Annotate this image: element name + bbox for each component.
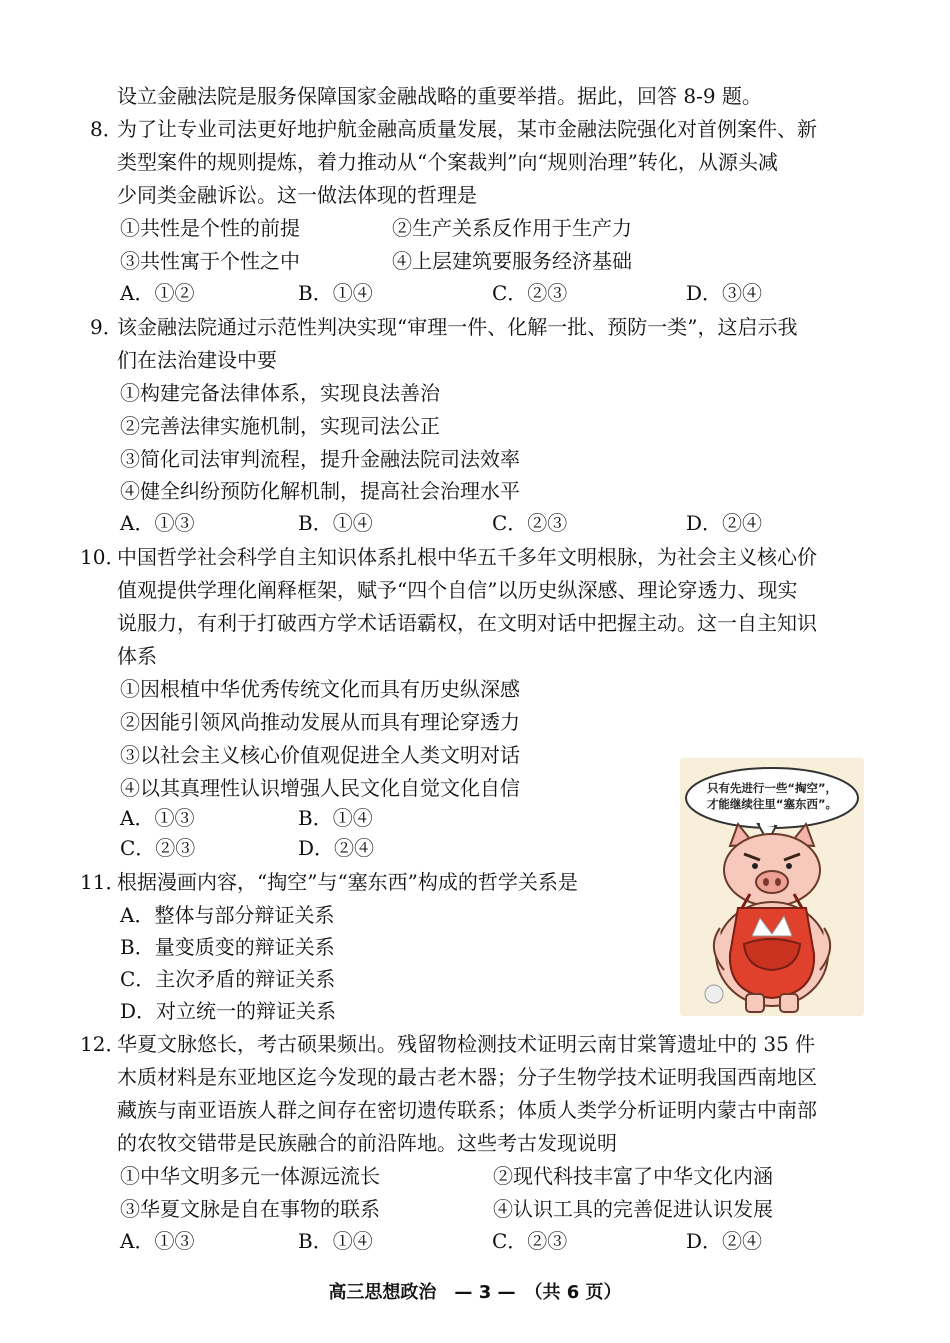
question-12-statement-2: ②现代科技丰富了中华文化内涵 [493,1164,773,1188]
question-12-choice-b[interactable]: B．①④ [298,1229,373,1253]
question-10-choice-a[interactable]: A．①③ [120,806,195,830]
page-footer: 高三思想政治 — 3 — （共 6 页） [328,1282,622,1303]
question-9-statement-4: ④健全纠纷预防化解机制，提高社会治理水平 [120,479,520,503]
question-10-choice-c[interactable]: C．②③ [120,836,196,860]
question-9-choice-d[interactable]: D．②④ [686,511,763,535]
question-11-stem: 根据漫画内容，“掏空”与“塞东西”构成的哲学关系是 [117,870,578,894]
question-8-stem-line: 为了让专业司法更好地护航金融高质量发展，某市金融法院强化对首例案件、新 [117,117,817,141]
question-12-choice-d[interactable]: D．②④ [686,1229,763,1253]
question-8-stem-line: 类型案件的规则提炼，着力推动从“个案裁判”向“规则治理”转化，从源头减 [117,150,778,174]
question-11-number: 11． [80,870,126,894]
question-8-statement-4: ④上层建筑要服务经济基础 [392,249,632,273]
question-9-statement-1: ①构建完备法律体系，实现良法善治 [120,381,440,405]
question-11-choice-d[interactable]: D．对立统一的辩证关系 [120,999,337,1023]
question-9-stem-line: 该金融法院通过示范性判决实现“审理一件、化解一批、预防一类”，这启示我 [117,315,798,339]
question-8-number: 8． [90,117,123,141]
question-11-choice-b[interactable]: B．量变质变的辩证关系 [120,935,335,959]
question-8-statement-1: ①共性是个性的前提 [120,216,300,240]
question-10-choice-d[interactable]: D．②④ [298,836,375,860]
question-11-choice-a[interactable]: A．整体与部分辩证关系 [120,903,335,927]
question-12-statement-3: ③华夏文脉是自在事物的联系 [120,1197,380,1221]
question-8-choice-d[interactable]: D．③④ [686,281,763,305]
question-10-number: 10． [80,545,126,569]
question-8-statement-3: ③共性寓于个性之中 [120,249,300,273]
question-11-choice-c[interactable]: C．主次矛盾的辩证关系 [120,967,336,991]
question-9-statement-3: ③简化司法审判流程，提升金融法院司法效率 [120,447,520,471]
speech-bubble-line-2: 才能继续往里“塞东西”。 [706,797,838,811]
question-10-stem-line: 说服力，有利于打破西方学术话语霸权，在文明对话中把握主动。这一自主知识 [117,611,817,635]
question-12-stem-line: 木质材料是东亚地区迄今发现的最古老木器；分子生物学技术证明我国西南地区 [117,1065,817,1089]
question-10-stem-line: 体系 [117,644,157,668]
question-8-choice-a[interactable]: A．①② [120,281,195,305]
question-9-choice-c[interactable]: C．②③ [492,511,568,535]
question-12-stem-line: 的农牧交错带是民族融合的前沿阵地。这些考古发现说明 [117,1131,617,1155]
question-8-stem-line: 少同类金融诉讼。这一做法体现的哲理是 [117,183,477,207]
question-8-choice-c[interactable]: C．②③ [492,281,568,305]
question-10-statement-4: ④以其真理性认识增强人民文化自觉文化自信 [120,776,520,800]
question-10-statement-2: ②因能引领风尚推动发展从而具有理论穿透力 [120,710,520,734]
question-10-statement-1: ①因根植中华优秀传统文化而具有历史纵深感 [120,677,520,701]
pig-comic-image [680,758,864,1016]
question-12-choice-a[interactable]: A．①③ [120,1229,195,1253]
intro-text: 设立金融法院是服务保障国家金融战略的重要举措。据此，回答 8-9 题。 [117,84,762,108]
question-12-statement-4: ④认识工具的完善促进认识发展 [493,1197,773,1221]
question-12-stem-line: 华夏文脉悠长，考古硕果频出。残留物检测技术证明云南甘棠箐遗址中的 35 件 [117,1032,816,1056]
question-9-statement-2: ②完善法律实施机制，实现司法公正 [120,414,440,438]
question-9-stem-line: 们在法治建设中要 [117,348,277,372]
question-12-choice-c[interactable]: C．②③ [492,1229,568,1253]
question-9-number: 9． [90,315,123,339]
question-10-stem-line: 中国哲学社会科学自主知识体系扎根中华五千多年文明根脉，为社会主义核心价 [117,545,817,569]
question-10-stem-line: 值观提供学理化阐释框架，赋予“四个自信”以历史纵深感、理论穿透力、现实 [117,578,798,602]
question-10-statement-3: ③以社会主义核心价值观促进全人类文明对话 [120,743,520,767]
question-9-choice-b[interactable]: B．①④ [298,511,373,535]
question-9-choice-a[interactable]: A．①③ [120,511,195,535]
question-12-number: 12． [80,1032,126,1056]
speech-bubble-text [680,780,864,812]
question-10-choice-b[interactable]: B．①④ [298,806,373,830]
question-12-stem-line: 藏族与南亚语族人群之间存在密切遗传联系；体质人类学分析证明内蒙古中南部 [117,1098,817,1122]
question-8-statement-2: ②生产关系反作用于生产力 [392,216,632,240]
question-12-statement-1: ①中华文明多元一体源远流长 [120,1164,380,1188]
question-8-choice-b[interactable]: B．①④ [298,281,373,305]
speech-bubble-line-1: 只有先进行一些“掏空”， [706,781,838,795]
